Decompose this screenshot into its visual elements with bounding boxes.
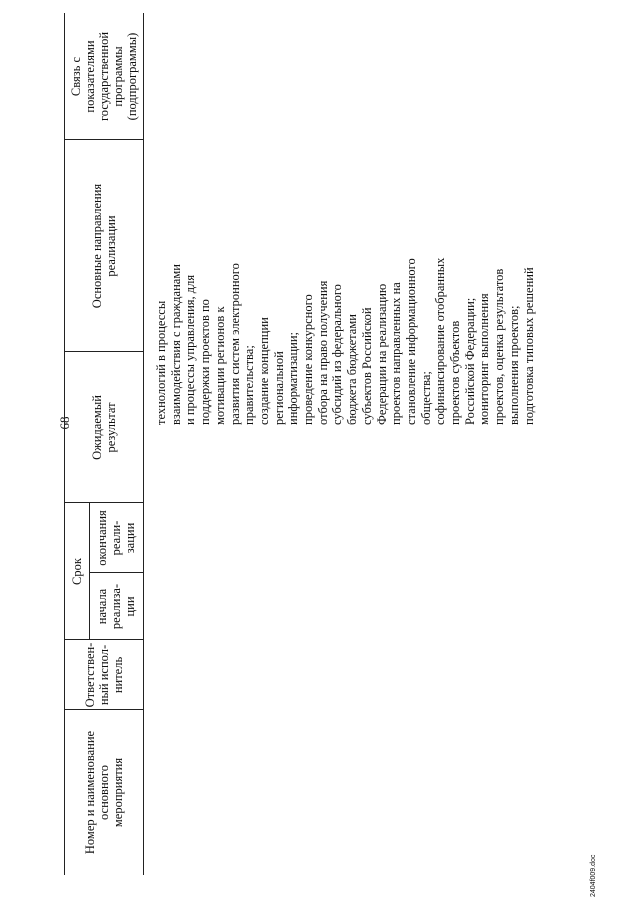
- direction-line: развития систем электронного: [227, 263, 242, 425]
- direction-line: проектов субъектов: [448, 320, 463, 425]
- header-text-line: зации: [123, 522, 137, 554]
- direction-line: Российской Федерации;: [462, 297, 477, 425]
- directions-list: [154, 180, 536, 425]
- header-text-line: Основные направления: [89, 183, 104, 309]
- direction-line: софинансирование отобранных: [433, 257, 448, 425]
- header-text-line: нитель: [110, 656, 125, 694]
- header-cell-number-name: [64, 710, 143, 875]
- direction-line: выполнения проектов;: [506, 305, 521, 425]
- header-cell-indicators-link: [64, 13, 143, 140]
- header-text-line: окончания: [95, 510, 109, 566]
- header-text-line: реализа-: [109, 583, 123, 630]
- header-cell-responsible: [64, 640, 143, 710]
- header-text-line: реализации: [103, 215, 118, 277]
- direction-line: информатизации;: [286, 331, 301, 425]
- direction-line: создание концепции: [256, 317, 271, 425]
- header-cell-start: [89, 573, 143, 640]
- direction-line: региональной: [271, 351, 286, 425]
- direction-line: субсидий из федерального: [330, 284, 345, 425]
- direction-line: поддержки проектов по: [198, 299, 213, 425]
- header-text-line: Номер и наименование: [82, 730, 97, 855]
- header-text-line: Связь с: [68, 56, 83, 97]
- direction-line: общества;: [418, 371, 433, 425]
- direction-line: проектов, оценка результатов: [492, 268, 507, 425]
- direction-line: проектов направленных на: [389, 282, 404, 425]
- direction-line: мониторинг выполнения: [477, 293, 492, 425]
- direction-line: правительства;: [242, 345, 257, 425]
- table-header: [0, 0, 150, 905]
- header-cell-directions: [64, 140, 143, 352]
- header-text-line: показателями: [82, 40, 97, 113]
- direction-line: субъектов Российской: [359, 307, 374, 425]
- direction-line: и процессы управления, для: [183, 274, 198, 425]
- header-text-line: ции: [123, 596, 137, 617]
- direction-line: Федерации на реализацию: [374, 283, 389, 425]
- header-text-line: Срок: [69, 558, 84, 585]
- direction-line: бюджета бюджетами: [345, 314, 360, 425]
- header-text-line: реали-: [109, 520, 123, 556]
- document-id: 2404f009.doc: [590, 854, 597, 897]
- header-cell-end: [89, 503, 143, 573]
- direction-line: подготовка типовых решений: [521, 267, 536, 425]
- header-text-line: начала: [95, 588, 109, 625]
- direction-line: отбора на право получения: [315, 280, 330, 425]
- direction-line: взаимодействия с гражданами: [168, 264, 183, 425]
- header-text-line: государственной: [96, 31, 111, 122]
- header-cell-expected-result: [64, 352, 143, 503]
- header-text-line: основного: [96, 765, 111, 820]
- header-bottom-border: [143, 13, 144, 875]
- direction-line: технологий в процессы: [154, 300, 168, 425]
- header-text-line: (подпрограммы): [124, 32, 139, 121]
- direction-line: мотивации регионов к: [212, 306, 227, 425]
- header-cell-srok: [64, 503, 89, 640]
- header-text-line: мероприятия: [110, 757, 125, 828]
- header-text-line: программы: [110, 46, 125, 107]
- direction-line: становление информационного: [403, 258, 418, 425]
- header-text-line: ный испол-: [96, 644, 111, 706]
- page-number: 68: [57, 416, 72, 430]
- direction-line: проведение конкурсного: [301, 294, 316, 425]
- header-text-line: Ожидаемый: [89, 395, 104, 460]
- header-text-line: результат: [103, 402, 118, 453]
- header-text-line: Ответствен-: [82, 642, 97, 708]
